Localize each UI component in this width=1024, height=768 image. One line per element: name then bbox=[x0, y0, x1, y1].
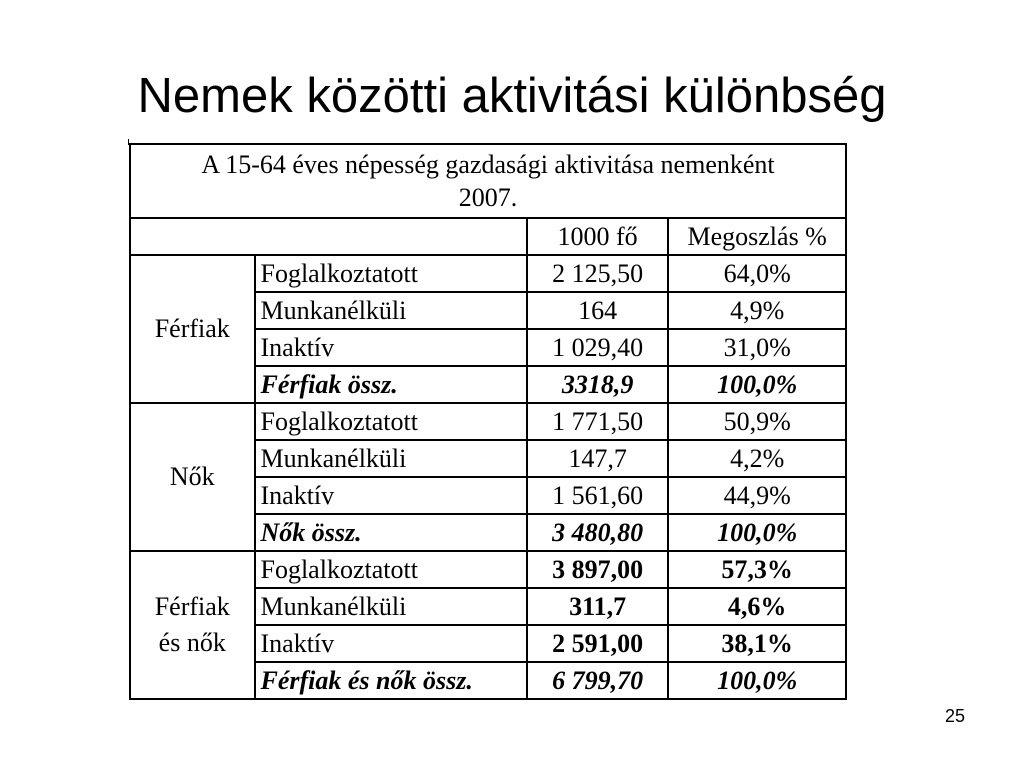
category-cell: Munkanélküli bbox=[255, 588, 527, 625]
category-cell: Foglalkoztatott bbox=[255, 255, 527, 292]
total-share-cell: 100,0% bbox=[668, 514, 846, 551]
total-share-cell: 100,0% bbox=[668, 662, 846, 699]
group-label-women bbox=[130, 403, 255, 551]
header-empty-cell bbox=[130, 218, 527, 255]
category-cell: Inaktív bbox=[255, 625, 527, 662]
group-label-line: és nők bbox=[158, 628, 226, 657]
total-category-cell: Férfiak és nők össz. bbox=[255, 662, 527, 699]
category-cell: Inaktív bbox=[255, 477, 527, 514]
value-cell: 1 771,50 bbox=[527, 403, 668, 440]
value-cell: 3 897,00 bbox=[527, 551, 668, 588]
category-cell: Foglalkoztatott bbox=[255, 403, 527, 440]
table-caption-row bbox=[130, 144, 846, 218]
total-value-cell: 6 799,70 bbox=[527, 662, 668, 699]
header-thousand-persons: 1000 fő bbox=[527, 218, 668, 255]
slide-title: Nemek közötti aktivitási különbség bbox=[137, 69, 887, 123]
table-header-row bbox=[130, 218, 846, 255]
total-value-cell: 3 480,80 bbox=[527, 514, 668, 551]
share-cell: 4,2% bbox=[668, 440, 846, 477]
table-caption-line-2: 2007. bbox=[458, 183, 518, 212]
share-cell: 57,3% bbox=[668, 551, 846, 588]
table-caption-line-1: A 15-64 éves népesség gazdasági aktivitása nemenként bbox=[201, 150, 775, 179]
share-cell: 4,9% bbox=[668, 292, 846, 329]
category-cell: Munkanélküli bbox=[255, 292, 527, 329]
group-label-line: Férfiak bbox=[154, 592, 230, 621]
total-share-cell: 100,0% bbox=[668, 366, 846, 403]
total-category-cell: Nők össz. bbox=[255, 514, 527, 551]
share-cell: 50,9% bbox=[668, 403, 846, 440]
page-number: 25 bbox=[944, 706, 966, 726]
header-distribution-percent: Megoszlás % bbox=[668, 218, 846, 255]
table-row bbox=[130, 551, 846, 588]
category-cell: Foglalkoztatott bbox=[255, 551, 527, 588]
table-caption bbox=[130, 144, 846, 218]
group-label-line: Nők bbox=[169, 462, 215, 491]
value-cell: 2 591,00 bbox=[527, 625, 668, 662]
table-row bbox=[130, 255, 846, 292]
value-cell: 311,7 bbox=[527, 588, 668, 625]
value-cell: 1 029,40 bbox=[527, 329, 668, 366]
group-label-all bbox=[130, 551, 255, 699]
share-cell: 4,6% bbox=[668, 588, 846, 625]
value-cell: 2 125,50 bbox=[527, 255, 668, 292]
value-cell: 1 561,60 bbox=[527, 477, 668, 514]
category-cell: Munkanélküli bbox=[255, 440, 527, 477]
group-label-line: Férfiak bbox=[154, 314, 230, 343]
share-cell: 31,0% bbox=[668, 329, 846, 366]
total-category-cell: Férfiak össz. bbox=[255, 366, 527, 403]
value-cell: 147,7 bbox=[527, 440, 668, 477]
share-cell: 44,9% bbox=[668, 477, 846, 514]
share-cell: 64,0% bbox=[668, 255, 846, 292]
category-cell: Inaktív bbox=[255, 329, 527, 366]
value-cell: 164 bbox=[527, 292, 668, 329]
activity-table bbox=[129, 143, 847, 700]
share-cell: 38,1% bbox=[668, 625, 846, 662]
table-row bbox=[130, 403, 846, 440]
group-label-men bbox=[130, 255, 255, 403]
total-value-cell: 3318,9 bbox=[527, 366, 668, 403]
